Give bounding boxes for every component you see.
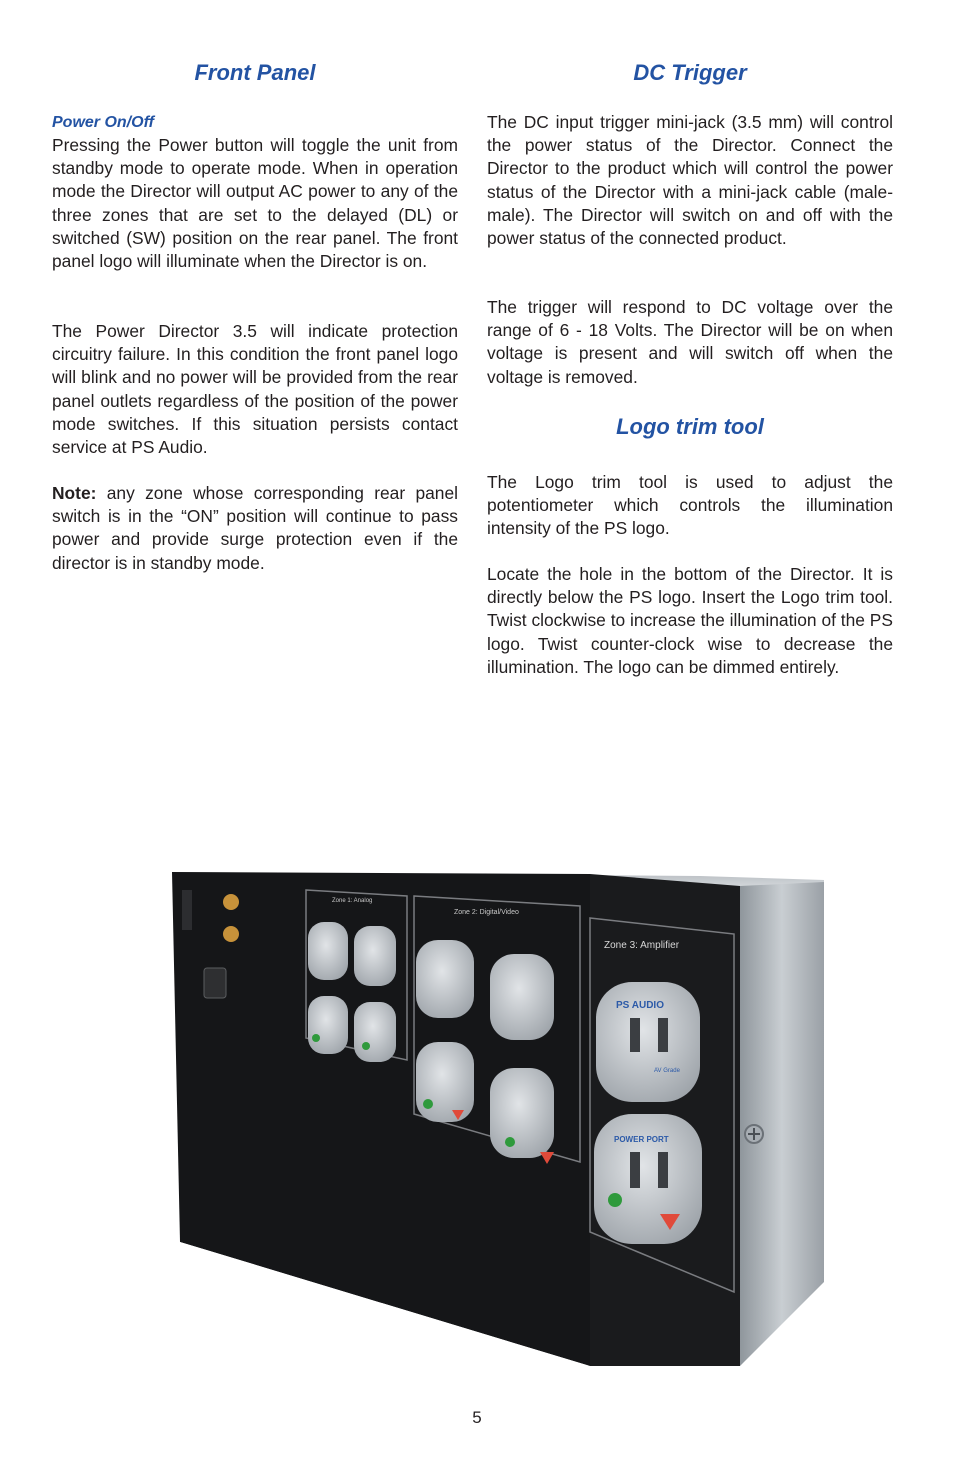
outlet-port-label: POWER PORT (614, 1135, 669, 1144)
protection-paragraph: The Power Director 3.5 will indicate protection circuitry failure. In this condition the front panel logo will blink and no power will be provided from the rear panel outlets regardless of the position of the power mode switches. If this situation persists contact service at PS Audio. (52, 321, 458, 458)
power-director-photo (160, 842, 824, 1366)
dc-trigger-paragraph-2: The trigger will respond to DC voltage over the range of 6 - 18 Volts. The Director will be on when voltage is present and will switch off when the voltage is removed. (487, 297, 893, 387)
note-paragraph (52, 482, 458, 575)
zone2-label: Zone 2: Digital/Video (454, 909, 519, 916)
logo-trim-paragraph-1: The Logo trim tool is used to adjust the potentiometer which controls the illumination intensity of the PS logo. (487, 472, 893, 539)
zone1-label: Zone 1: Analog (332, 898, 373, 904)
outlet-brand-label: PS AUDIO (616, 1000, 664, 1011)
note-text: any zone whose corresponding rear panel switch is in the “ON” position will continue to pass power and provide surge protection even if the director is in standby mode. (52, 483, 458, 573)
logo-trim-paragraph-2: Locate the hole in the bottom of the Director. It is directly below the PS logo. Insert the Logo trim tool. Twist clockwise to increase the illumination of the PS logo. Twist counter-clock wise to decrease the illumination. The logo can be dimmed entirely. (487, 564, 893, 677)
power-on-off-subheading: Power On/Off (52, 114, 154, 131)
power-on-off-paragraph: Pressing the Power button will toggle the unit from standby mode to operate mode. When in operation mode the Director will output AC power to any of the three zones that are set to the delayed (DL) or switched (SW) position on the rear panel. The front panel logo will illuminate when the Director is on. (52, 135, 458, 272)
dc-trigger-paragraph-1: The DC input trigger mini-jack (3.5 mm) will control the power status of the Director. Connect the Director to the product which will control the power status of the Director with a mini-jack cable (male-male). The Director will switch on and off with the power status of the connected product. (487, 112, 893, 249)
front-panel-heading: Front Panel (194, 60, 316, 85)
outlet-grade-label: AV Grade (654, 1068, 680, 1074)
zone3-label: Zone 3: Amplifier (604, 940, 680, 951)
page-number: 5 (472, 1408, 482, 1427)
note-label: Note: (52, 483, 97, 503)
logo-trim-heading: Logo trim tool (616, 414, 764, 439)
dc-trigger-heading: DC Trigger (633, 60, 747, 85)
